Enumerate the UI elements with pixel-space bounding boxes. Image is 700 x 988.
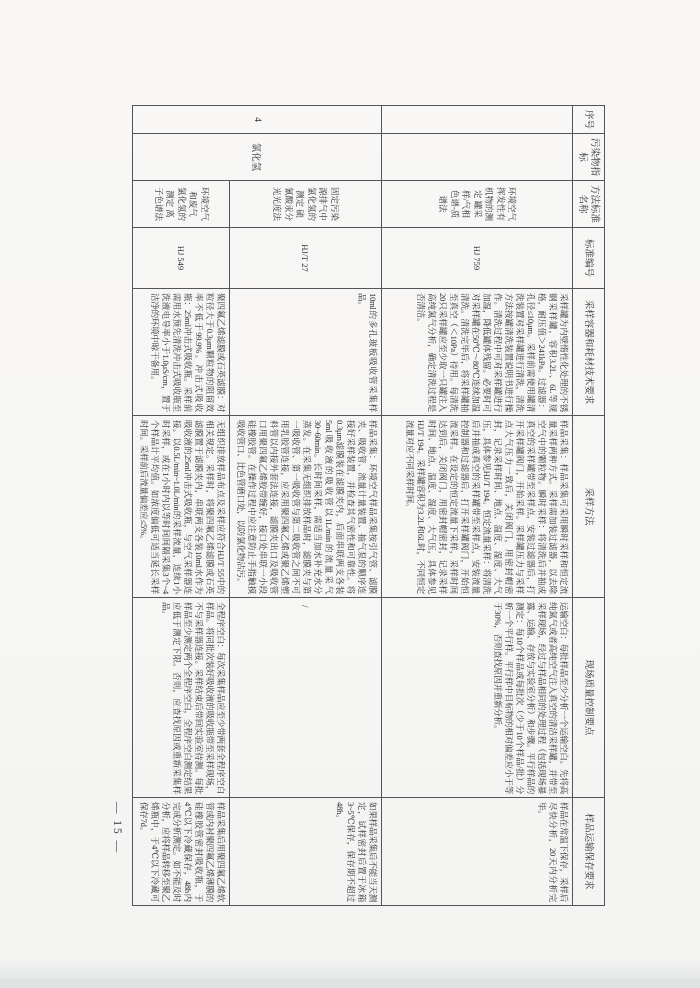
cell-sampling-row1: 样品采集：样品采集可采用瞬时采样和恒定流量采样两种方式。采样需加装过滤器，以去除空气中的颗粒物。瞬时采样：将清洗后并抽成真空的采样罐带至采样点，安装过滤器后，打开采样罐阀门，开始采样。采样罐压力与采样点大气压力一致后，关闭阀门，用密封帽密封，记录采样时间、地点、温度、湿度、大气压，具体参见HJ/T 194。恒定流量采样：将清洗后并抽成真空的采样罐带至采样点，安装流量控制器和过滤器后，打开采样罐阀门，开始恒流采样。在设定的恒定流量下采样，采样时间达到后，关闭阀门，用密封帽密封，记录采样时间、地点、温度、湿度、大气压，具体参见HJ/T 194。采样罐容积为3.2L和6L时，不同恒定流量对应不同采样时间。: [382, 416, 573, 598]
cell-seq-row1: [382, 106, 573, 134]
cell-method-name-row1: 环境空气 挥发性有机物的测定 罐采样/气相色谱-质谱法: [382, 181, 573, 228]
cell-storage-row3: 样品采集后用聚四氟乙烯软管或内衬聚四氟乙烯薄膜的硅橡胶管密封吸收瓶，于4℃以下冷藏保存，48h内完成分析测定。如不能及时分析，应将样品转移至聚乙烯瓶中，于4℃以下冷藏可保存7d。: [133, 798, 230, 906]
header-pollutant: 污染物指标: [573, 134, 605, 181]
header-standard-no: 标准编号: [573, 228, 605, 289]
cell-standard-no-row3: HJ 549: [133, 228, 230, 289]
cell-method-name-row2: 固定污染源排气中氯化氢的测定 硫氰酸汞分光光度法: [230, 181, 382, 228]
table-header-row: [573, 106, 605, 906]
cell-seq-row2: 4: [133, 106, 382, 134]
header-seq: 序号: [573, 106, 605, 134]
sampling-method-table: [132, 105, 605, 906]
cell-qc-row1: 运输空白：每批样品至少分析一个运输空白。先将高纯氮气或者高纯空气注入真空的清洁采样罐，并带至采样现场，经过与样品相同的处理过程（包括现场暴露、运输、存放与实验室分析）和步骤。平行样品的测定：每10个样品或每批次（少于10个样品/批）分析一个平行样。平行样中目标物的相对偏差应小于等于30%，否则查找原因并重新分析。: [382, 598, 573, 798]
cell-pollutant-row2: 氯化氢: [133, 134, 382, 181]
cell-method-name-row3: 环境空气和废气 氯化氢的测定 离子色谱法: [133, 181, 230, 228]
cell-container-row1: 采样罐为内壁惰性化处理的不锈钢采样罐，容积3.2L、6L等规格，耐压值＞241kPa。过滤器：孔径≤10μm。采样前需使用罐清洗装置对采样罐进行清洗，清洗方法按罐清洗装置说明书进行操作。清洗过程中可对采样罐进行加湿，降低罐体残留。必要时可对采样罐在50℃～80℃连续加温清洗。清洗完毕后，将采样罐抽至真空（＜10Pa）待用。每清洗20只采样罐应至少取一只罐注入高纯氮气分析，确定清洗过程是否清洁。: [382, 289, 573, 416]
header-container: 采样容器和耗材技术要求: [573, 289, 605, 416]
cell-standard-no-row1: HJ 759: [382, 228, 573, 289]
cell-container-row3: 聚四氟乙烯滤膜或石英滤膜：对粒径大于0.3μm颗粒物的阻留效率不低于99.9%。冲击式吸收瓶：25ml冲击式吸收瓶。采样前需用水预先清洗冲击式吸收瓶至洗液电导率小于1.0μS/cm，置于洁净的环境中晾干备用。: [133, 289, 230, 416]
cell-standard-no-row2: HJ/T 27: [230, 228, 382, 289]
header-sampling-method: 采样方法: [573, 416, 605, 598]
table-row: [230, 106, 382, 906]
page-number: — 15 —: [111, 801, 123, 855]
header-method-name: 方法标准名称: [573, 181, 605, 228]
header-qc: 现场质量控制要点: [573, 598, 605, 798]
cell-sampling-row3: 无组织排放样品布点及采样应符合HJ/T 55中的相关规定。采样时，将聚四氟乙烯滤膜或石英滤膜置于滤膜夹内，串联两支各装10ml水作为吸收液的25ml冲击式吸收瓶，与空气采样器连接。以0.5L/min~1.0L/min的采样流量，连续1小时采样，或在1小时内以等时间间隔采集3个~4个样品计平均值。如浓度偏低可适当延长采样时间。采样前后流量偏差应≤5%。: [133, 416, 230, 598]
cell-storage-row2: 如果样品采集后不能当天测定，试样密封后置于冰箱3~5℃保存，保存期不超过48h。: [230, 798, 382, 906]
cell-qc-row3: 全程序空白：每次采集样品应至少带两套全程序空白样品。将同批次装好吸收液的吸收瓶带至采样现场，不与采样器连接。采样结束后带回实验室待测。每批样品至少测定两个全程序空白，全程序空白测定结果应低于测定下限。否则，应查找原因或重新采集样品。: [133, 598, 230, 798]
table-row: [133, 106, 230, 906]
cell-pollutant-row1: [382, 134, 573, 181]
header-storage: 样品运输保存要求: [573, 798, 605, 906]
cell-sampling-row2: 样品采集：环境空气样品采集按引气管、滤膜夹、吸收管、流量计量装置、抽气泵的顺序连接好采样装置，并检查其气密性和可靠性。将0.3μm滤膜装在滤膜夹内，后面串联两支各装5ml吸收液的吸收管以1L/min的流量采气30~60min。长时间采样，需适当加水补充水分蒸发。在采集无组织排放样品时，滤膜夹与第一吸收管、第一吸收管与第二吸收管之间不可用乳胶管连接，应采用聚四氟乙烯或聚乙烯塑料管以内接外套法连接，滤膜夹出口及吸收管口用聚四氟乙烯胶带缠好，接口处串联一小段硅橡胶管。在操作过程中应注意防止手指触摸吸收管口、比色管磨口处，以防氯化物沾污。: [230, 416, 382, 598]
cell-storage-row1: 样品在常温下保存，采样后尽快分析，20天内分析完毕。: [382, 798, 573, 906]
cell-container-row2: 10ml的多孔玻板吸收管采集样品。: [230, 289, 382, 416]
cell-qc-row2: /: [230, 598, 382, 798]
table-row: [382, 106, 573, 906]
page-edge-shadow: [0, 979, 700, 988]
